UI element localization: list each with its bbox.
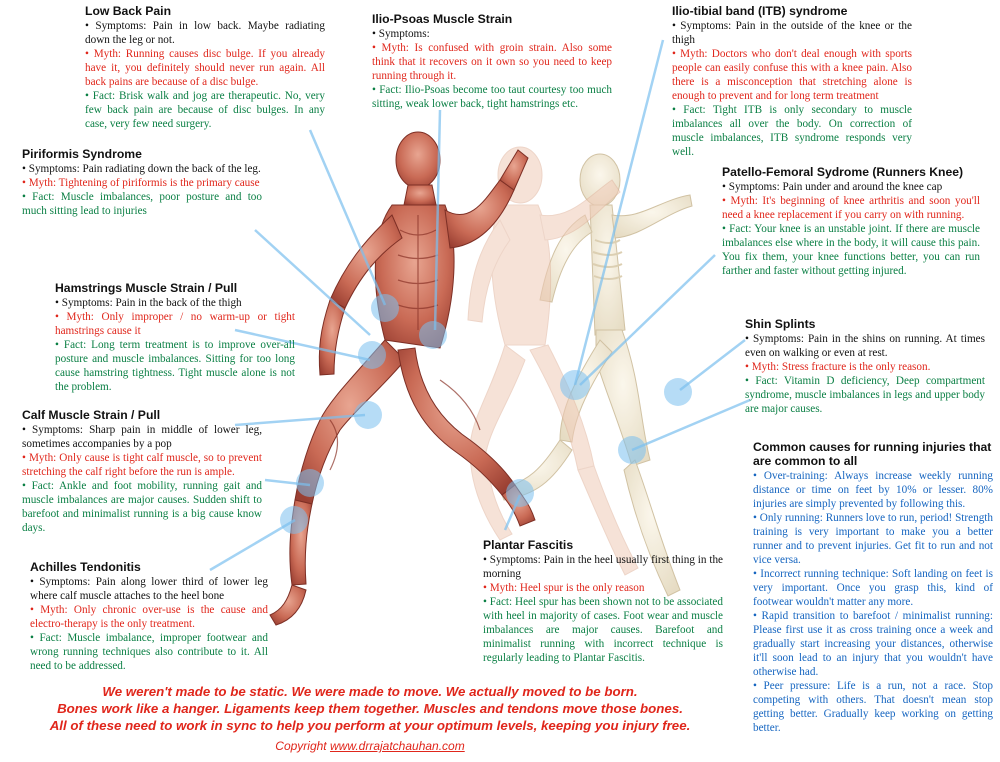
cause-item: • Over-training: Always increase weekly running distance or time on feet by 10% or lesser. 80% injuries are simply prevented by following this. xyxy=(753,469,993,511)
fact-text: • Fact: Brisk walk and jog are therapeutic. No, very few back pain are because of disc bulges. In any case, very few need surgery. xyxy=(85,89,325,131)
fact-text: • Fact: Long term treatment is to improve over-all posture and muscle imbalances. Sitting for too long cause hamstring tightness. Tight muscle alone is not the problem. xyxy=(55,338,295,394)
patello-marker xyxy=(664,378,692,406)
myth-text: • Myth: Only chronic over-use is the cause and electro-therapy is the only treatment. xyxy=(30,603,268,631)
fact-text: • Fact: Muscle imbalance, improper footwear and wrong running techniques also contribute to it. All need to be addressed. xyxy=(30,631,268,673)
symptoms-text: • Symptoms: Sharp pain in middle of lower leg, sometimes accompanies by a pop xyxy=(22,423,262,451)
symptoms-text: • Symptoms: Pain along lower third of lower leg where calf muscle attaches to the heel bone xyxy=(30,575,268,603)
myth-text: • Myth: Stress fracture is the only reason. xyxy=(745,360,985,374)
myth-text: • Myth: Doctors who don't deal enough with sports people can easily confuse this with a knee pain. Also there is a misconception that stretching alone is enough to prevent and for long term treatment xyxy=(672,47,912,103)
cause-item: • Peer pressure: Life is a run, not a race. Stop competing with others. That doesn't mean stop getting better. Gradually keep working on getting better. xyxy=(753,679,993,735)
hamstrings-marker xyxy=(354,401,382,429)
achilles-marker xyxy=(280,506,308,534)
symptoms-text: • Symptoms: xyxy=(372,27,612,41)
panel-title: Piriformis Syndrome xyxy=(22,147,142,161)
tagline-line: All of these need to work in sync to help you perform at your optimum levels, keeping you injury free. xyxy=(49,718,691,733)
panel-title: Ilio-Psoas Muscle Strain xyxy=(372,12,513,26)
fact-text: • Fact: Muscle imbalances, poor posture and too much sitting lead to injuries xyxy=(22,190,262,218)
copyright-prefix: Copyright xyxy=(275,739,330,753)
calf-strain-panel xyxy=(22,408,262,535)
myth-text: • Myth: Is confused with groin strain. Also some think that it recovers on it own so you need to keep running through it. xyxy=(372,41,612,83)
symptoms-text: • Symptoms: Pain in the shins on running. At times even on walking or even at rest. xyxy=(745,332,985,360)
low-back-pain-panel xyxy=(85,4,325,131)
myth-text: • Myth: Only cause is tight calf muscle, so to prevent stretching the calf right before the run is ample. xyxy=(22,451,262,479)
itb-marker xyxy=(560,370,590,400)
common-causes-panel xyxy=(753,440,993,735)
shin-splints-panel xyxy=(745,317,985,416)
copyright xyxy=(0,739,740,753)
symptoms-text: • Symptoms: Pain in the outside of the knee or the thigh xyxy=(672,19,912,47)
panel-title: Plantar Fascitis xyxy=(483,538,574,552)
cause-item: • Only running: Runners love to run, period! Strength training is very important to make you a better runner and to prevent injuries. Get fit to run and not vice versa. xyxy=(753,511,993,567)
cause-item: • Incorrect running technique: Soft landing on feet is very important. Once you grasp this, kind of footwear wouldn't matter any more. xyxy=(753,567,993,609)
low-back-marker xyxy=(371,294,399,322)
iliopsoas-marker xyxy=(419,321,447,349)
tagline-line: We weren't made to be static. We were made to move. We actually moved to be born. xyxy=(102,684,638,699)
myth-text: • Myth: It's beginning of knee arthritis and soon you'll need a knee replacement if you carry on with running. xyxy=(722,194,980,222)
symptoms-text: • Symptoms: Pain in low back. Maybe radiating down the leg or not. xyxy=(85,19,325,47)
achilles-panel xyxy=(30,560,268,673)
myth-text: • Myth: Only improper / no warm-up or tight hamstrings cause it xyxy=(55,310,295,338)
symptoms-text: • Symptoms: Pain in the heel usually first thing in the morning xyxy=(483,553,723,581)
hamstrings-panel xyxy=(55,281,295,394)
copyright-link[interactable]: www.drrajatchauhan.com xyxy=(329,739,465,753)
panel-title: Common causes for running injuries that are common to all xyxy=(753,440,992,468)
calf-marker xyxy=(296,469,324,497)
fact-text: • Fact: Vitamin D deficiency, Deep compartment syndrome, muscle imbalances in legs and upper body are major causes. xyxy=(745,374,985,416)
plantar-marker xyxy=(506,479,534,507)
fact-text: • Fact: Ankle and foot mobility, running gait and muscle imbalances are major causes. Sudden shift to barefoot and minimalist running is a big cause know days. xyxy=(22,479,262,535)
myth-text: • Myth: Running causes disc bulge. If you already have it, you definitely should never run again. All back pains are because of a disc bulge. xyxy=(85,47,325,89)
symptoms-text: • Symptoms: Pain radiating down the back of the leg. xyxy=(22,162,262,176)
shin-marker xyxy=(618,436,646,464)
tagline-line: Bones work like a hanger. Ligaments keep them together. Muscles and tendons move those bones. xyxy=(57,701,683,716)
myth-text: • Myth: Tightening of piriformis is the primary cause xyxy=(22,176,262,190)
fact-text: • Fact: Heel spur has been shown not to be associated with heel in majority of cases. Foot wear and muscle imbalances are major causes. Barefoot and minimalist running with incorrect technique is regularly leading to Plantar Fascitis. xyxy=(483,595,723,665)
cause-item: • Rapid transition to barefoot / minimalist running: Please first use it as cross training once a week and gradually start increasing your distances, otherwise it'll soon lead to an injury that you wouldn't have otherwise had. xyxy=(753,609,993,679)
panel-title: Low Back Pain xyxy=(85,4,172,18)
iliopsoas-panel xyxy=(372,12,612,111)
myth-text: • Myth: Heel spur is the only reason xyxy=(483,581,723,595)
panel-title: Calf Muscle Strain / Pull xyxy=(22,408,161,422)
plantar-fascitis-panel xyxy=(483,538,723,665)
itb-panel xyxy=(672,4,912,159)
fact-text: • Fact: Your knee is an unstable joint. If there are muscle imbalances else where in the body, it will cause this pain. You fix them, your knee functions better, you can run farther and faster without getting injured. xyxy=(722,222,980,278)
symptoms-text: • Symptoms: Pain in the back of the thigh xyxy=(55,296,295,310)
panel-title: Hamstrings Muscle Strain / Pull xyxy=(55,281,238,295)
panel-title: Ilio-tibial band (ITB) syndrome xyxy=(672,4,848,18)
panel-title: Shin Splints xyxy=(745,317,816,331)
piriformis-marker xyxy=(358,341,386,369)
fact-text: • Fact: Tight ITB is only secondary to muscle imbalances all over the body. On correction of muscle imbalances, ITB syndrome responds very well. xyxy=(672,103,912,159)
patello-femoral-panel xyxy=(722,165,980,278)
piriformis-panel xyxy=(22,147,262,218)
symptoms-text: • Symptoms: Pain under and around the knee cap xyxy=(722,180,980,194)
fact-text: • Fact: Ilio-Psoas become too taut courtesy too much sitting, weak lower back, tight hamstrings etc. xyxy=(372,83,612,111)
panel-title: Patello-Femoral Sydrome (Runners Knee) xyxy=(722,165,964,179)
tagline xyxy=(0,683,740,734)
panel-title: Achilles Tendonitis xyxy=(30,560,141,574)
